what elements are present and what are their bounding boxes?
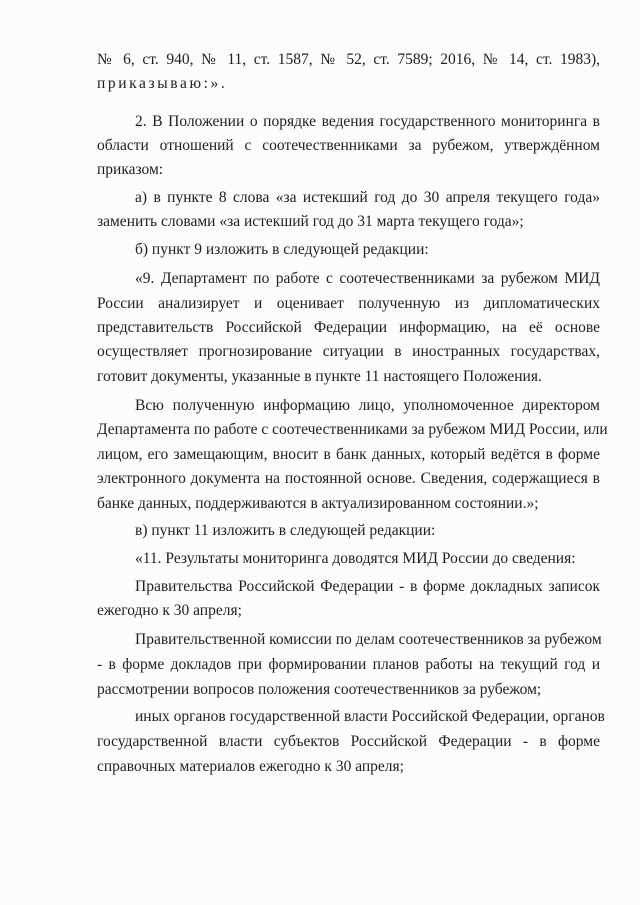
text-line: области отношений с соотечественниками за рубежом, утверждённом	[97, 137, 600, 154]
text-line: банке данных, поддерживаются в актуализированном состоянии.»;	[97, 495, 539, 512]
text-line: иных органов государственной власти Российской Федерации, органов	[135, 708, 605, 725]
text-line: Правительственной комиссии по делам соотечественников за рубежом	[135, 631, 602, 648]
text-line: приказываю:».	[97, 75, 228, 92]
text-line: готовит документы, указанные в пункте 11 настоящего Положения.	[97, 368, 542, 385]
text-line: осуществляет прогнозирование ситуации в иностранных государствах,	[97, 343, 600, 360]
text-line: государственной власти субъектов Российской Федерации - в форме	[97, 733, 600, 750]
text-line: Всю полученную информацию лицо, уполномоченное директором	[135, 397, 600, 414]
text-line: Департамента по работе с соотечественниками за рубежом МИД России, или	[97, 421, 608, 438]
text-line: «11. Результаты мониторинга доводятся МИД России до сведения:	[135, 550, 576, 567]
text-line: № 6, ст. 940, № 11, ст. 1587, № 52, ст. 7589; 2016, № 14, ст. 1983),	[97, 51, 600, 68]
text-line: приказом:	[97, 161, 164, 178]
text-line: Правительства Российской Федерации - в форме докладных записок	[135, 578, 600, 595]
text-line: в) пункт 11 изложить в следующей редакции:	[135, 522, 436, 539]
text-line: рассмотрении вопросов положения соотечественников за рубежом;	[97, 681, 542, 698]
text-line: «9. Департамент по работе с соотечественниками за рубежом МИД	[135, 270, 600, 287]
text-line: электронного документа на постоянной основе. Сведения, содержащиеся в	[97, 470, 600, 487]
text-line: а) в пункте 8 слова «за истекший год до 30 апреля текущего года»	[135, 189, 600, 206]
text-line: ежегодно к 30 апреля;	[97, 602, 242, 619]
text-line: заменить словами «за истекший год до 31 марта текущего года»;	[97, 213, 524, 230]
text-line: - в форме докладов при формировании планов работы на текущий год и	[97, 656, 600, 673]
text-line: справочных материалов ежегодно к 30 апреля;	[97, 758, 404, 775]
text-line: 2. В Положении о порядке ведения государственного мониторинга в	[135, 113, 600, 130]
text-line: лицом, его замещающим, вносит в банк данных, который ведётся в форме	[97, 446, 600, 463]
text-line: б) пункт 9 изложить в следующей редакции:	[135, 241, 429, 258]
text-line: России анализирует и оценивает полученную из дипломатических	[97, 295, 600, 312]
text-line: представительств Российской Федерации информацию, на её основе	[97, 319, 600, 336]
